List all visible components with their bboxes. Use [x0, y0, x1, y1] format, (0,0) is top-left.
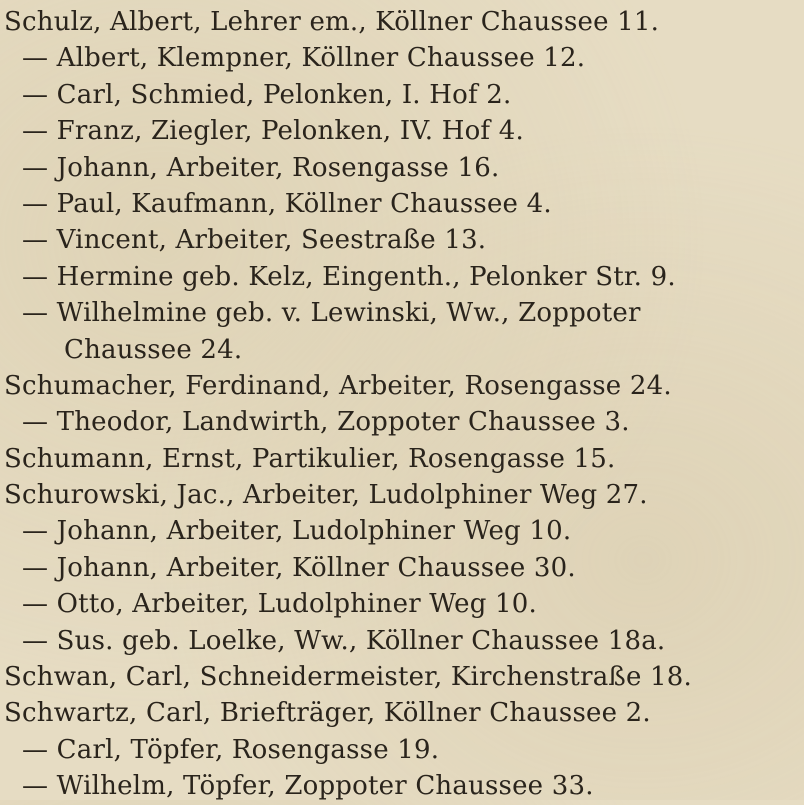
- directory-entry: Schwan, Carl, Schneidermeister, Kirchenstraße 18.: [4, 662, 692, 693]
- directory-entry: Schulz, Albert, Lehrer em., Köllner Chaussee 11.: [4, 7, 660, 37]
- directory-entry: Schumacher, Ferdinand, Arbeiter, Rosengasse 24.: [4, 370, 672, 401]
- directory-entry: — Hermine geb. Kelz, Eingenth., Pelonker Str. 9.: [22, 261, 676, 292]
- directory-entry: — Otto, Arbeiter, Ludolphiner Weg 10.: [22, 589, 537, 620]
- directory-entry: — Franz, Ziegler, Pelonken, IV. Hof 4.: [22, 116, 524, 147]
- directory-entry: — Vincent, Arbeiter, Seestraße 13.: [22, 225, 487, 256]
- directory-entry: — Carl, Schmied, Pelonken, I. Hof 2.: [22, 79, 512, 110]
- directory-entry: — Johann, Arbeiter, Rosengasse 16.: [22, 152, 500, 183]
- directory-entry: — Wilhelm, Töpfer, Zoppoter Chaussee 33.: [22, 771, 594, 802]
- directory-entry: Schwartz, Carl, Briefträger, Köllner Chaussee 2.: [4, 698, 651, 729]
- directory-entry: — Johann, Arbeiter, Köllner Chaussee 30.: [22, 552, 576, 583]
- directory-entry: Schurowski, Jac., Arbeiter, Ludolphiner Weg 27.: [4, 480, 648, 511]
- directory-entry: — Sus. geb. Loelke, Ww., Köllner Chaussee 18a.: [22, 625, 666, 656]
- directory-entry: — Theodor, Landwirth, Zoppoter Chaussee 3.: [22, 407, 630, 438]
- directory-entry-continuation: Chaussee 24.: [64, 334, 243, 365]
- directory-entry: — Albert, Klempner, Köllner Chaussee 12.: [22, 43, 586, 74]
- directory-entry: — Johann, Arbeiter, Ludolphiner Weg 10.: [22, 516, 572, 547]
- directory-entry: — Paul, Kaufmann, Köllner Chaussee 4.: [22, 188, 552, 219]
- directory-entry: — Carl, Töpfer, Rosengasse 19.: [22, 734, 440, 765]
- directory-entry: — Wilhelmine geb. v. Lewinski, Ww., Zoppoter: [22, 298, 641, 329]
- directory-entry: Schumann, Ernst, Partikulier, Rosengasse 15.: [4, 443, 616, 474]
